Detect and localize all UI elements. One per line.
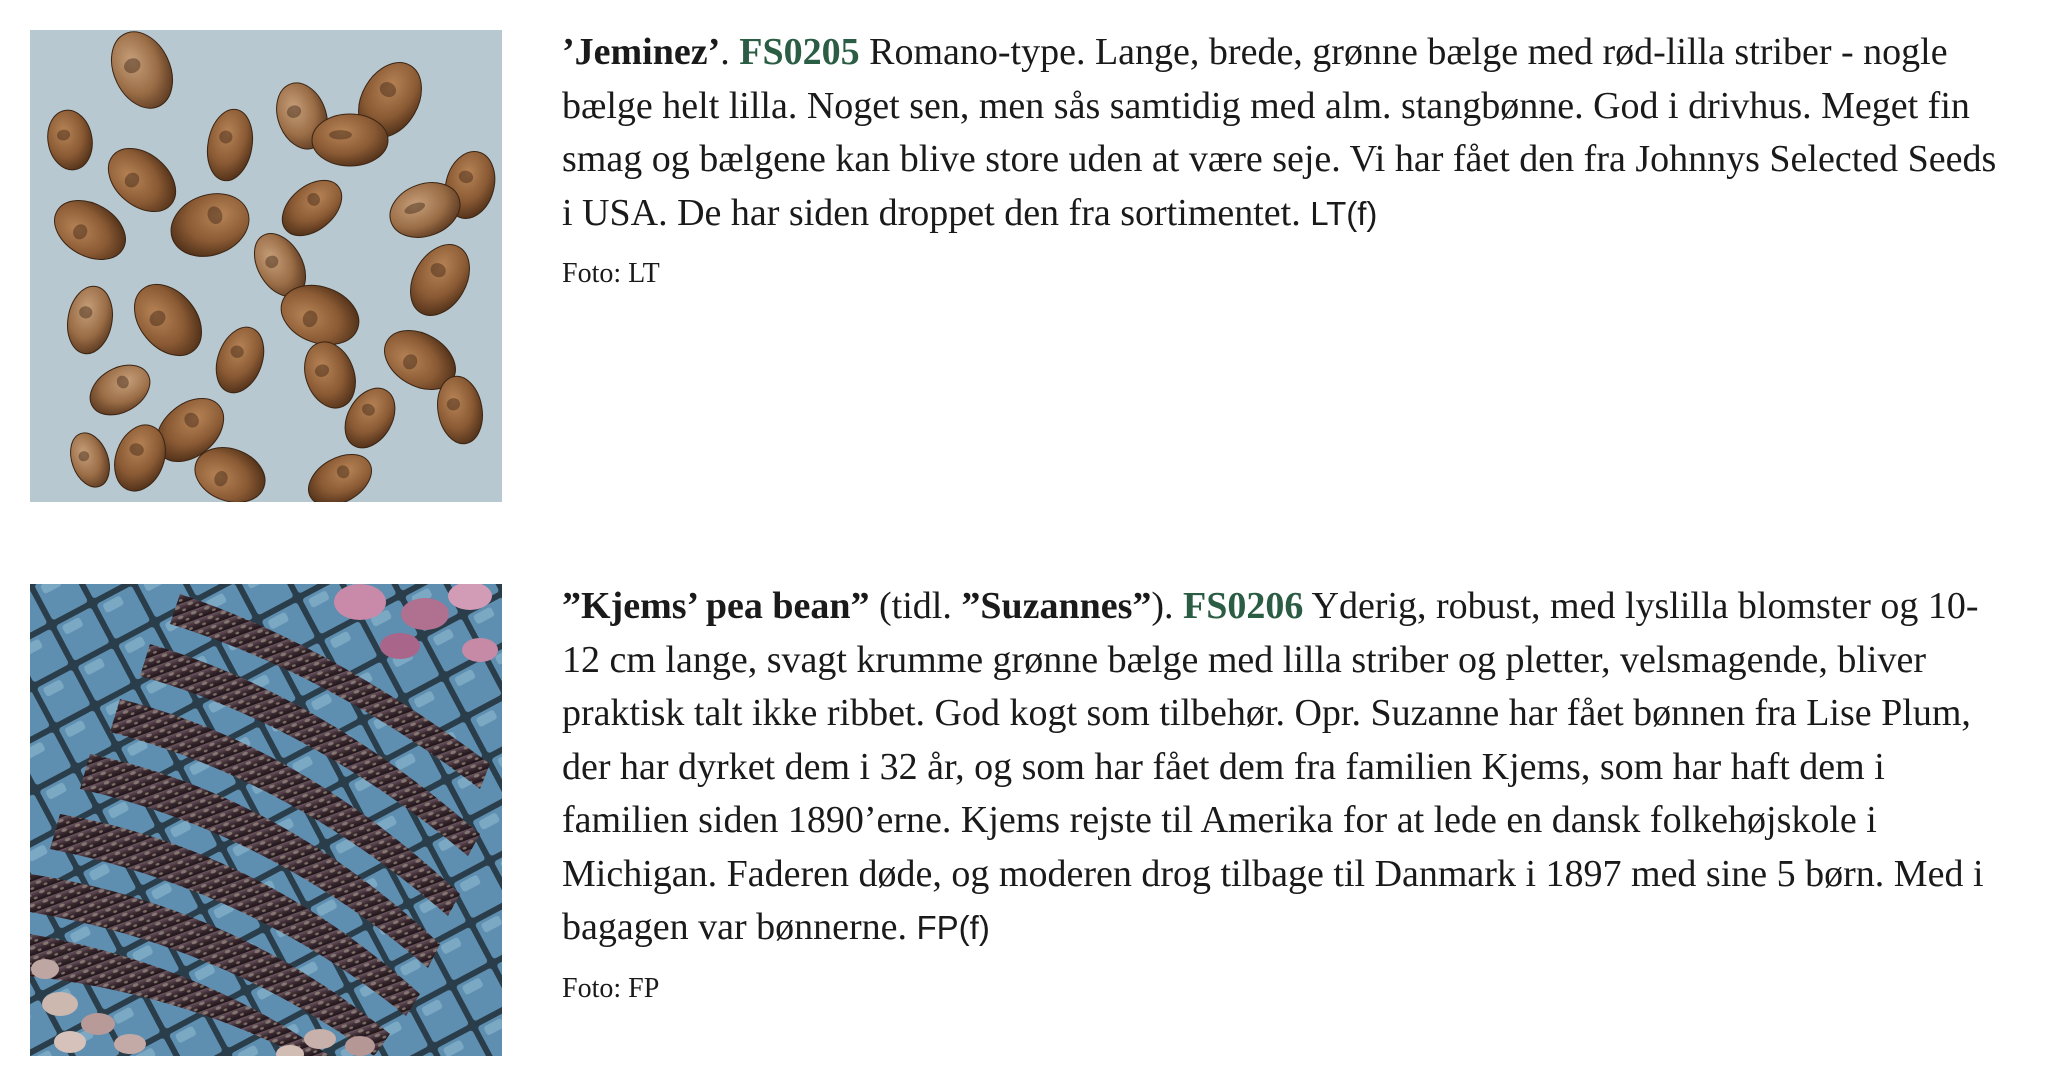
alias-prefix: (tidl. [869, 585, 962, 627]
bean-pods-on-tiles-image [30, 584, 502, 1056]
bean-icon [312, 114, 388, 166]
seed-entry-fs0206 [0, 560, 2048, 1077]
bean-photo-kjems [30, 584, 502, 1056]
variety-alias: ”Suzannes” [961, 585, 1152, 627]
scattered-beans-image [30, 30, 502, 502]
seed-code: FS0205 [739, 31, 860, 73]
seed-entry-fs0205 [0, 0, 2048, 520]
name-punctuation: . [720, 31, 730, 73]
variety-name: ”Kjems’ pea bean” [562, 585, 870, 627]
entry-description-block [562, 26, 2002, 294]
variety-description: Romano-type. Lange, brede, grønne bælge med rød-lilla striber - nogle bælge helt lilla. Noget sen, men sås samtidig med alm. stangbønne. God i drivhus. Meget fin smag og bælgene kan blive store uden at være seje. Vi har fået den fra Johnnys Selected Seeds i USA. De har siden droppet den fra sortimentet. [562, 31, 1997, 234]
alias-suffix: ). [1151, 585, 1174, 627]
author-signature: FP(f) [916, 909, 990, 946]
seed-code: FS0206 [1183, 585, 1304, 627]
bean-photo-jeminez [30, 30, 502, 502]
photo-credit: Foto: LT [562, 258, 660, 289]
photo-credit: Foto: FP [562, 972, 660, 1004]
entry-description-block [562, 580, 2002, 1009]
variety-description: Yderig, robust, med lyslilla blomster og 10-12 cm lange, svagt krumme grønne bælge med lilla striber og pletter, velsmagende, bliver praktisk talt ikke ribbet. God kogt som tilbehør. Opr. Suzanne har fået bønnen fra Lise Plum, der har dyrket dem i 32 år, og som har fået dem fra familien Kjems, som har haft dem i familien siden 1890’erne. Kjems rejste til Amerika for at lede en dansk folkehøjskole i Michigan. Faderen døde, og moderen drog tilbage til Danmark i 1897 med sine 5 børn. Med i bagagen var bønnerne. [562, 585, 1984, 948]
author-signature: LT(f) [1310, 194, 1378, 232]
bean-speckle-icon [329, 130, 352, 139]
variety-name: ’Jeminez’ [562, 31, 721, 73]
